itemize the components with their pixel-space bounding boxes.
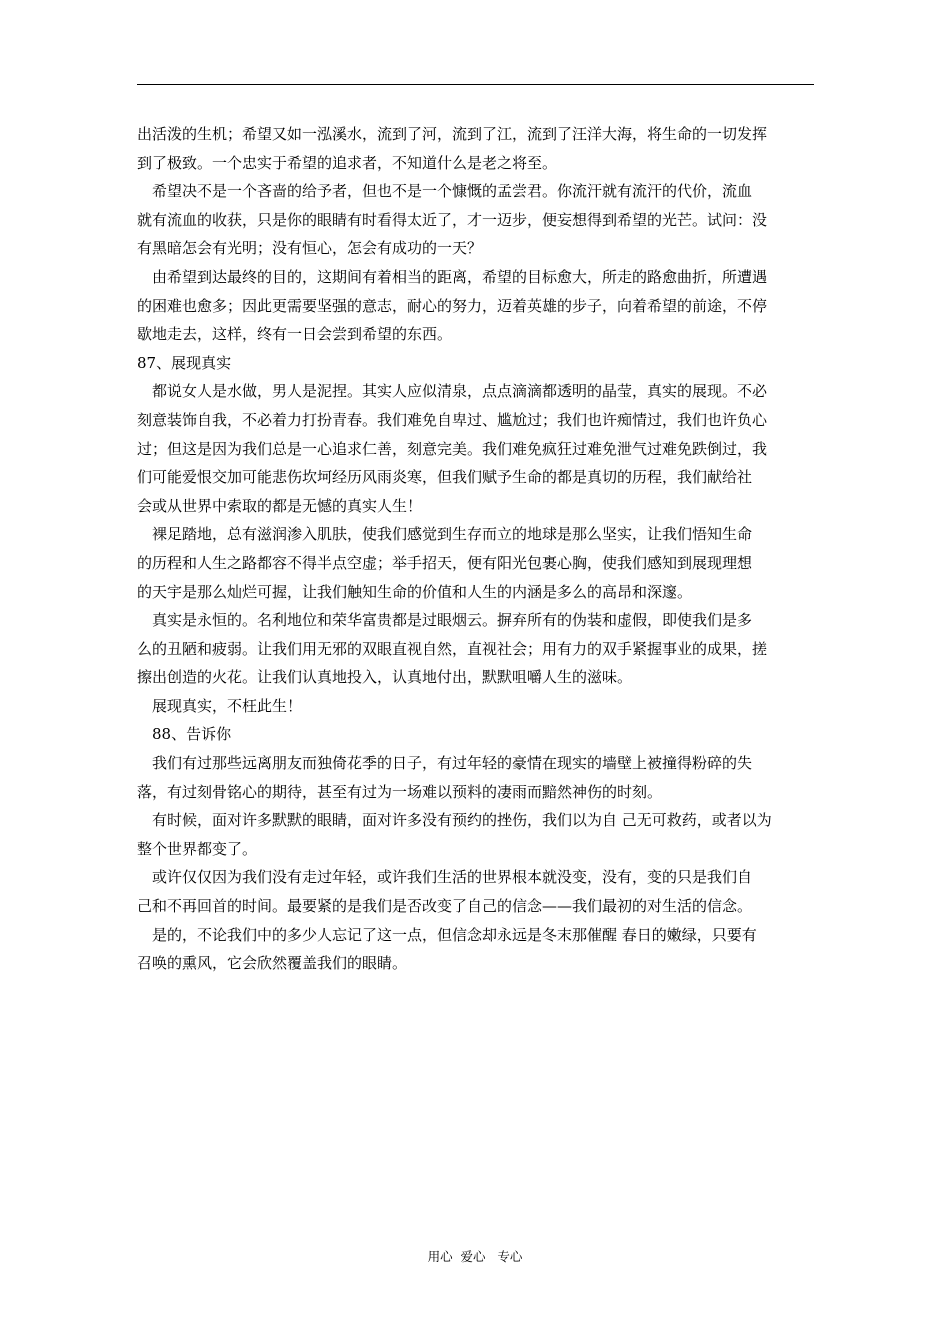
text-line: 就有流血的收获，只是你的眼睛有时看得太近了，才一迈步，便妄想得到希望的光芒。试问：没 [137, 210, 768, 229]
text-line: 有时候，面对许多默默的眼睛，面对许多没有预约的挫伤，我们以为自 己无可救药，或者以为 [152, 811, 772, 830]
text-line: 展现真实，不枉此生！ [152, 696, 303, 715]
section-heading: 87、展现真实 [137, 353, 232, 372]
text-line: 或许仅仅因为我们没有走过年轻，或许我们生活的世界根本就没变，没有，变的只是我们自 [152, 868, 753, 887]
text-line: 到了极致。一个忠实于希望的追求者，不知道什么是老之将至。 [137, 153, 558, 172]
body-text [137, 120, 817, 978]
text-line: 么的丑陋和疲弱。让我们用无邪的双眼直视自然，直视社会；用有力的双手紧握事业的成果，搓 [137, 639, 768, 658]
text-line: 的天宇是那么灿烂可握，让我们触知生命的价值和人生的内涵是多么的高昂和深邃。 [137, 582, 693, 601]
text-line: 是的，不论我们中的多少人忘记了这一点，但信念却永远是冬末那催醒 春日的嫩绿，只要有 [152, 925, 757, 944]
page-footer: 用心 爱心 专心 [427, 1249, 523, 1264]
text-line: 我们有过那些远离朋友而独倚花季的日子，有过年轻的豪情在现实的墙壁上被撞得粉碎的失 [152, 754, 753, 773]
text-line: 们可能爱恨交加可能悲伤坎坷经历风雨炎寒，但我们赋予生命的都是真切的历程，我们献给社 [137, 468, 753, 487]
text-line: 擦出创造的火花。让我们认真地投入，认真地付出，默默咀嚼人生的滋味。 [137, 668, 633, 687]
section-heading: 88、告诉你 [152, 725, 232, 744]
text-line: 的困难也愈多；因此更需要坚强的意志，耐心的努力，迈着英雄的步子，向着希望的前途，不停 [137, 296, 768, 315]
text-line: 落，有过刻骨铭心的期待，甚至有过为一场难以预料的凄雨而黯然神伤的时刻。 [137, 782, 663, 801]
text-line: 己和不再回首的时间。最要紧的是我们是否改变了自己的信念——我们最初的对生活的信念。 [137, 897, 753, 916]
text-line: 由希望到达最终的目的，这期间有着相当的距离，希望的目标愈大，所走的路愈曲折，所遭遇 [152, 267, 768, 286]
text-line: 歇地走去，这样，终有一日会尝到希望的东西。 [137, 325, 453, 344]
text-line: 过；但这是因为我们总是一心追求仁善，刻意完美。我们难免疯狂过难免泄气过难免跌倒过，我 [137, 439, 768, 458]
text-line: 会或从世界中索取的都是无憾的真实人生！ [137, 496, 423, 515]
text-line: 召唤的熏风，它会欣然覆盖我们的眼睛。 [137, 954, 408, 973]
text-line: 有黑暗怎会有光明；没有恒心，怎会有成功的一天？ [137, 239, 483, 258]
text-line: 出活泼的生机；希望又如一泓溪水，流到了河，流到了江，流到了汪洋大海，将生命的一切发挥 [137, 125, 768, 143]
text-line: 的历程和人生之路都容不得半点空虚；举手招天，便有阳光包裹心胸，使我们感知到展现理想 [137, 553, 753, 572]
text-line: 希望决不是一个吝啬的给予者，但也不是一个慷慨的孟尝君。你流汗就有流汗的代价，流血 [152, 182, 753, 201]
text-line: 整个世界都变了。 [137, 839, 258, 858]
text-line: 刻意装饰自我，不必着力打扮青春。我们难免自卑过、尴尬过；我们也许痴情过，我们也许负心 [137, 410, 768, 429]
text-line: 裸足踏地，总有滋润渗入肌肤，使我们感觉到生存而立的地球是那么坚实，让我们悟知生命 [152, 525, 753, 544]
text-line: 都说女人是水做，男人是泥捏。其实人应似清泉，点点滴滴都透明的晶莹，真实的展现。不必 [152, 382, 768, 401]
header-rule [137, 84, 814, 85]
text-line: 真实是永恒的。名利地位和荣华富贵都是过眼烟云。摒弃所有的伪装和虚假，即使我们是多 [152, 611, 753, 630]
